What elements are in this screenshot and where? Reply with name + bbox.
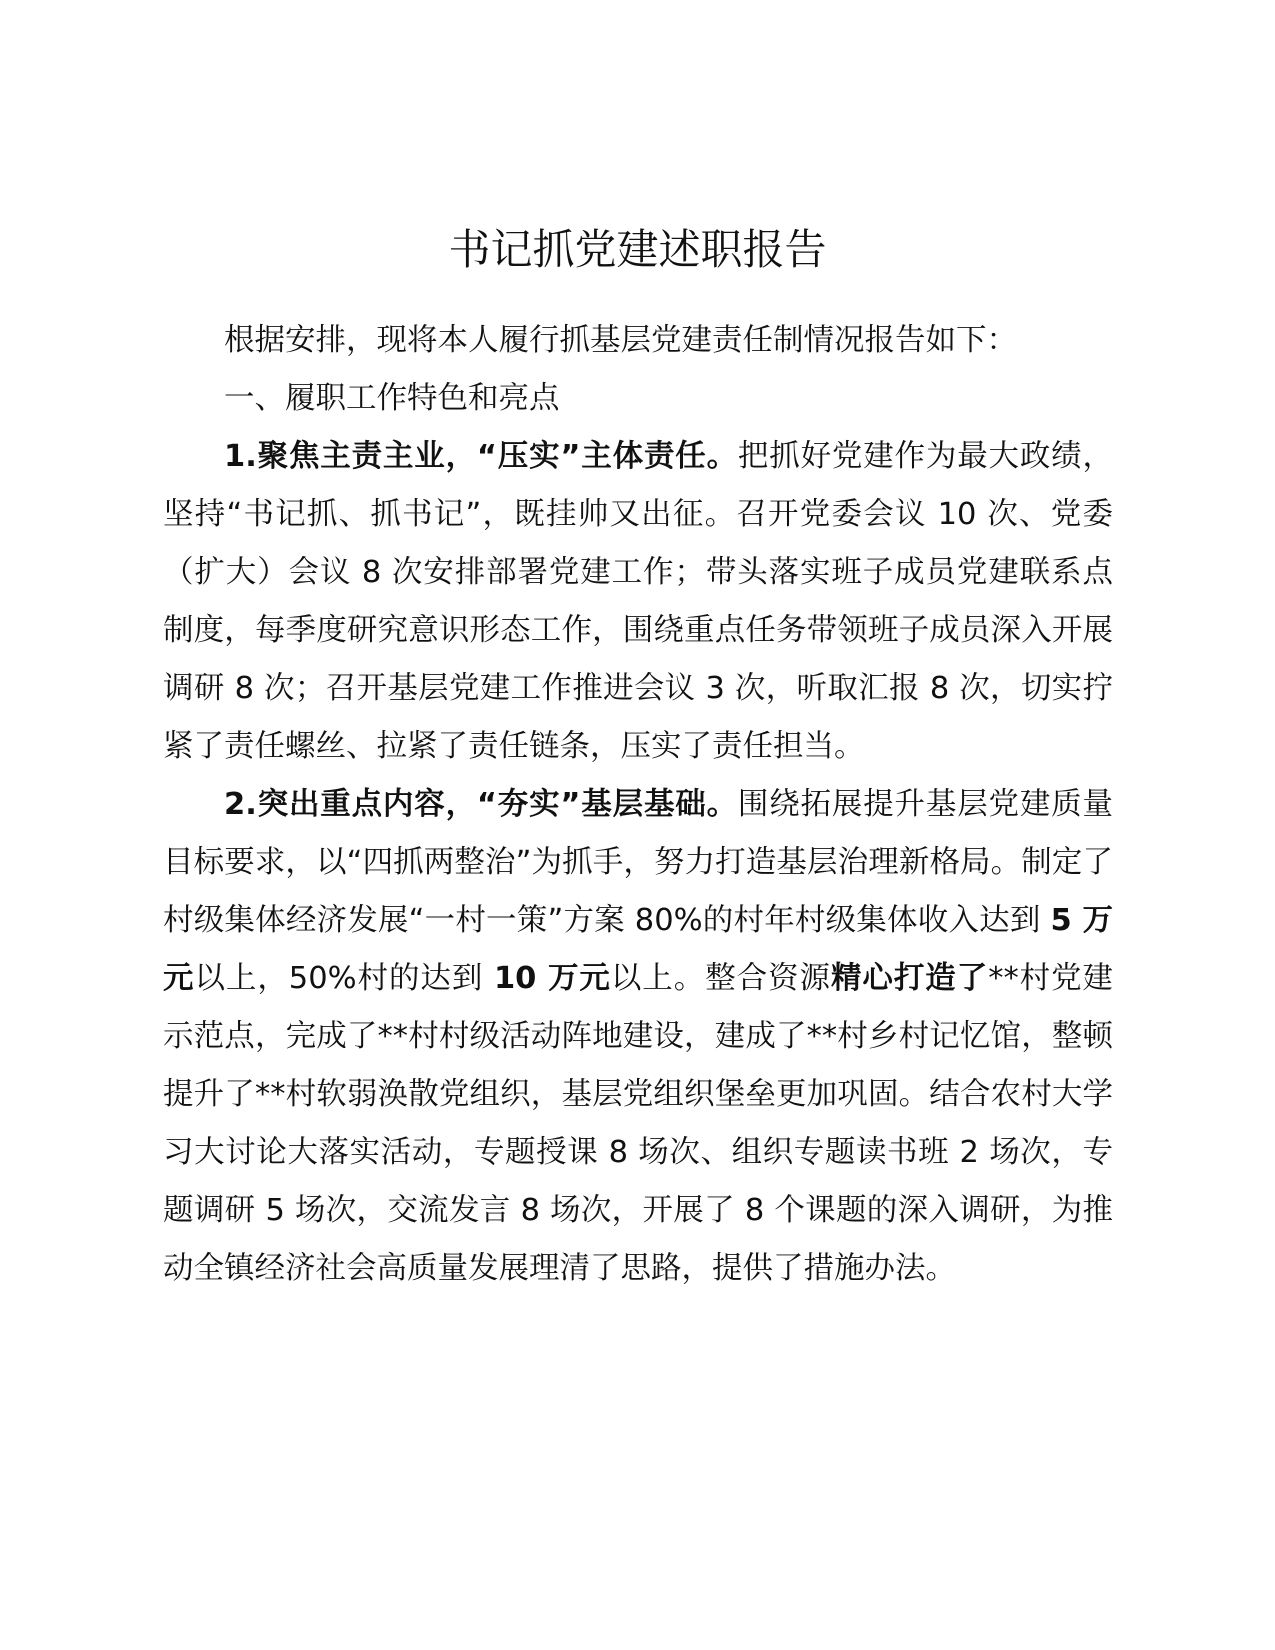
item2-text-b: 以上: [194, 961, 258, 996]
item2-bold-a: 5 万元: [163, 903, 1113, 996]
item1-lead: 1.聚焦主责主业，“压实”主体责任。: [224, 439, 738, 474]
document-title: 书记抓党建述职报告: [448, 225, 827, 274]
item1-paragraph: [163, 428, 1113, 776]
section-heading: 一、履职工作特色和亮点: [224, 381, 560, 416]
item2-text-d: 以上。整合资源: [610, 961, 831, 996]
item2-paragraph: [163, 776, 1113, 1298]
item2-text-a: 围绕拓展提升基层党建质量目标要求，以“四抓两整治”为抓手，努力打造基层治理新格局。制定了村级集体经济发展“一村一策”方案 80%的村年村级集体收入达到: [163, 787, 1113, 938]
item2-bold-c: 精心打造了: [830, 961, 989, 996]
item1-text: 把抓好党建作为最大政绩，坚持“书记抓、抓书记”，既挂帅又出征。召开党委会议 10 次、党委（扩大）会议 8 次安排部署党建工作；带头落实班子成员党建联系点制度，每季度研究意识形态工作，围绕重点任务带领班子成员深入开展调研 8 次；召开基层党建工作推进会议 3 次，听取汇报 8 次，切实拧紧了责任螺丝、拉紧了责任链条，压实了责任担当。: [163, 439, 1113, 764]
item2-bold-b: 10 万元: [493, 961, 611, 996]
item2-lead: 2.突出重点内容，“夯实”基层基础。: [224, 787, 738, 822]
item2-text-e: **村党建示范点，完成了**村村级活动阵地建设，建成了**村乡村记忆馆，整顿提升了**村软弱涣散党组织，基层党组织堡垒更加巩固。结合农村大学习大讨论大落实活动，专题授课 8 场次、组织专题读书班 2 场次，专题调研 5 场次，交流发言 8 场次，开展了 8 个课题的深入调研，为推动全镇经济社会高质量发展理清了思路，提供了措施办法。: [163, 961, 1114, 1286]
item2-text-c: ，50%村的达到: [257, 961, 494, 996]
intro-paragraph: 根据安排，现将本人履行抓基层党建责任制情况报告如下：: [224, 323, 1017, 358]
document-body: [163, 312, 1113, 1298]
